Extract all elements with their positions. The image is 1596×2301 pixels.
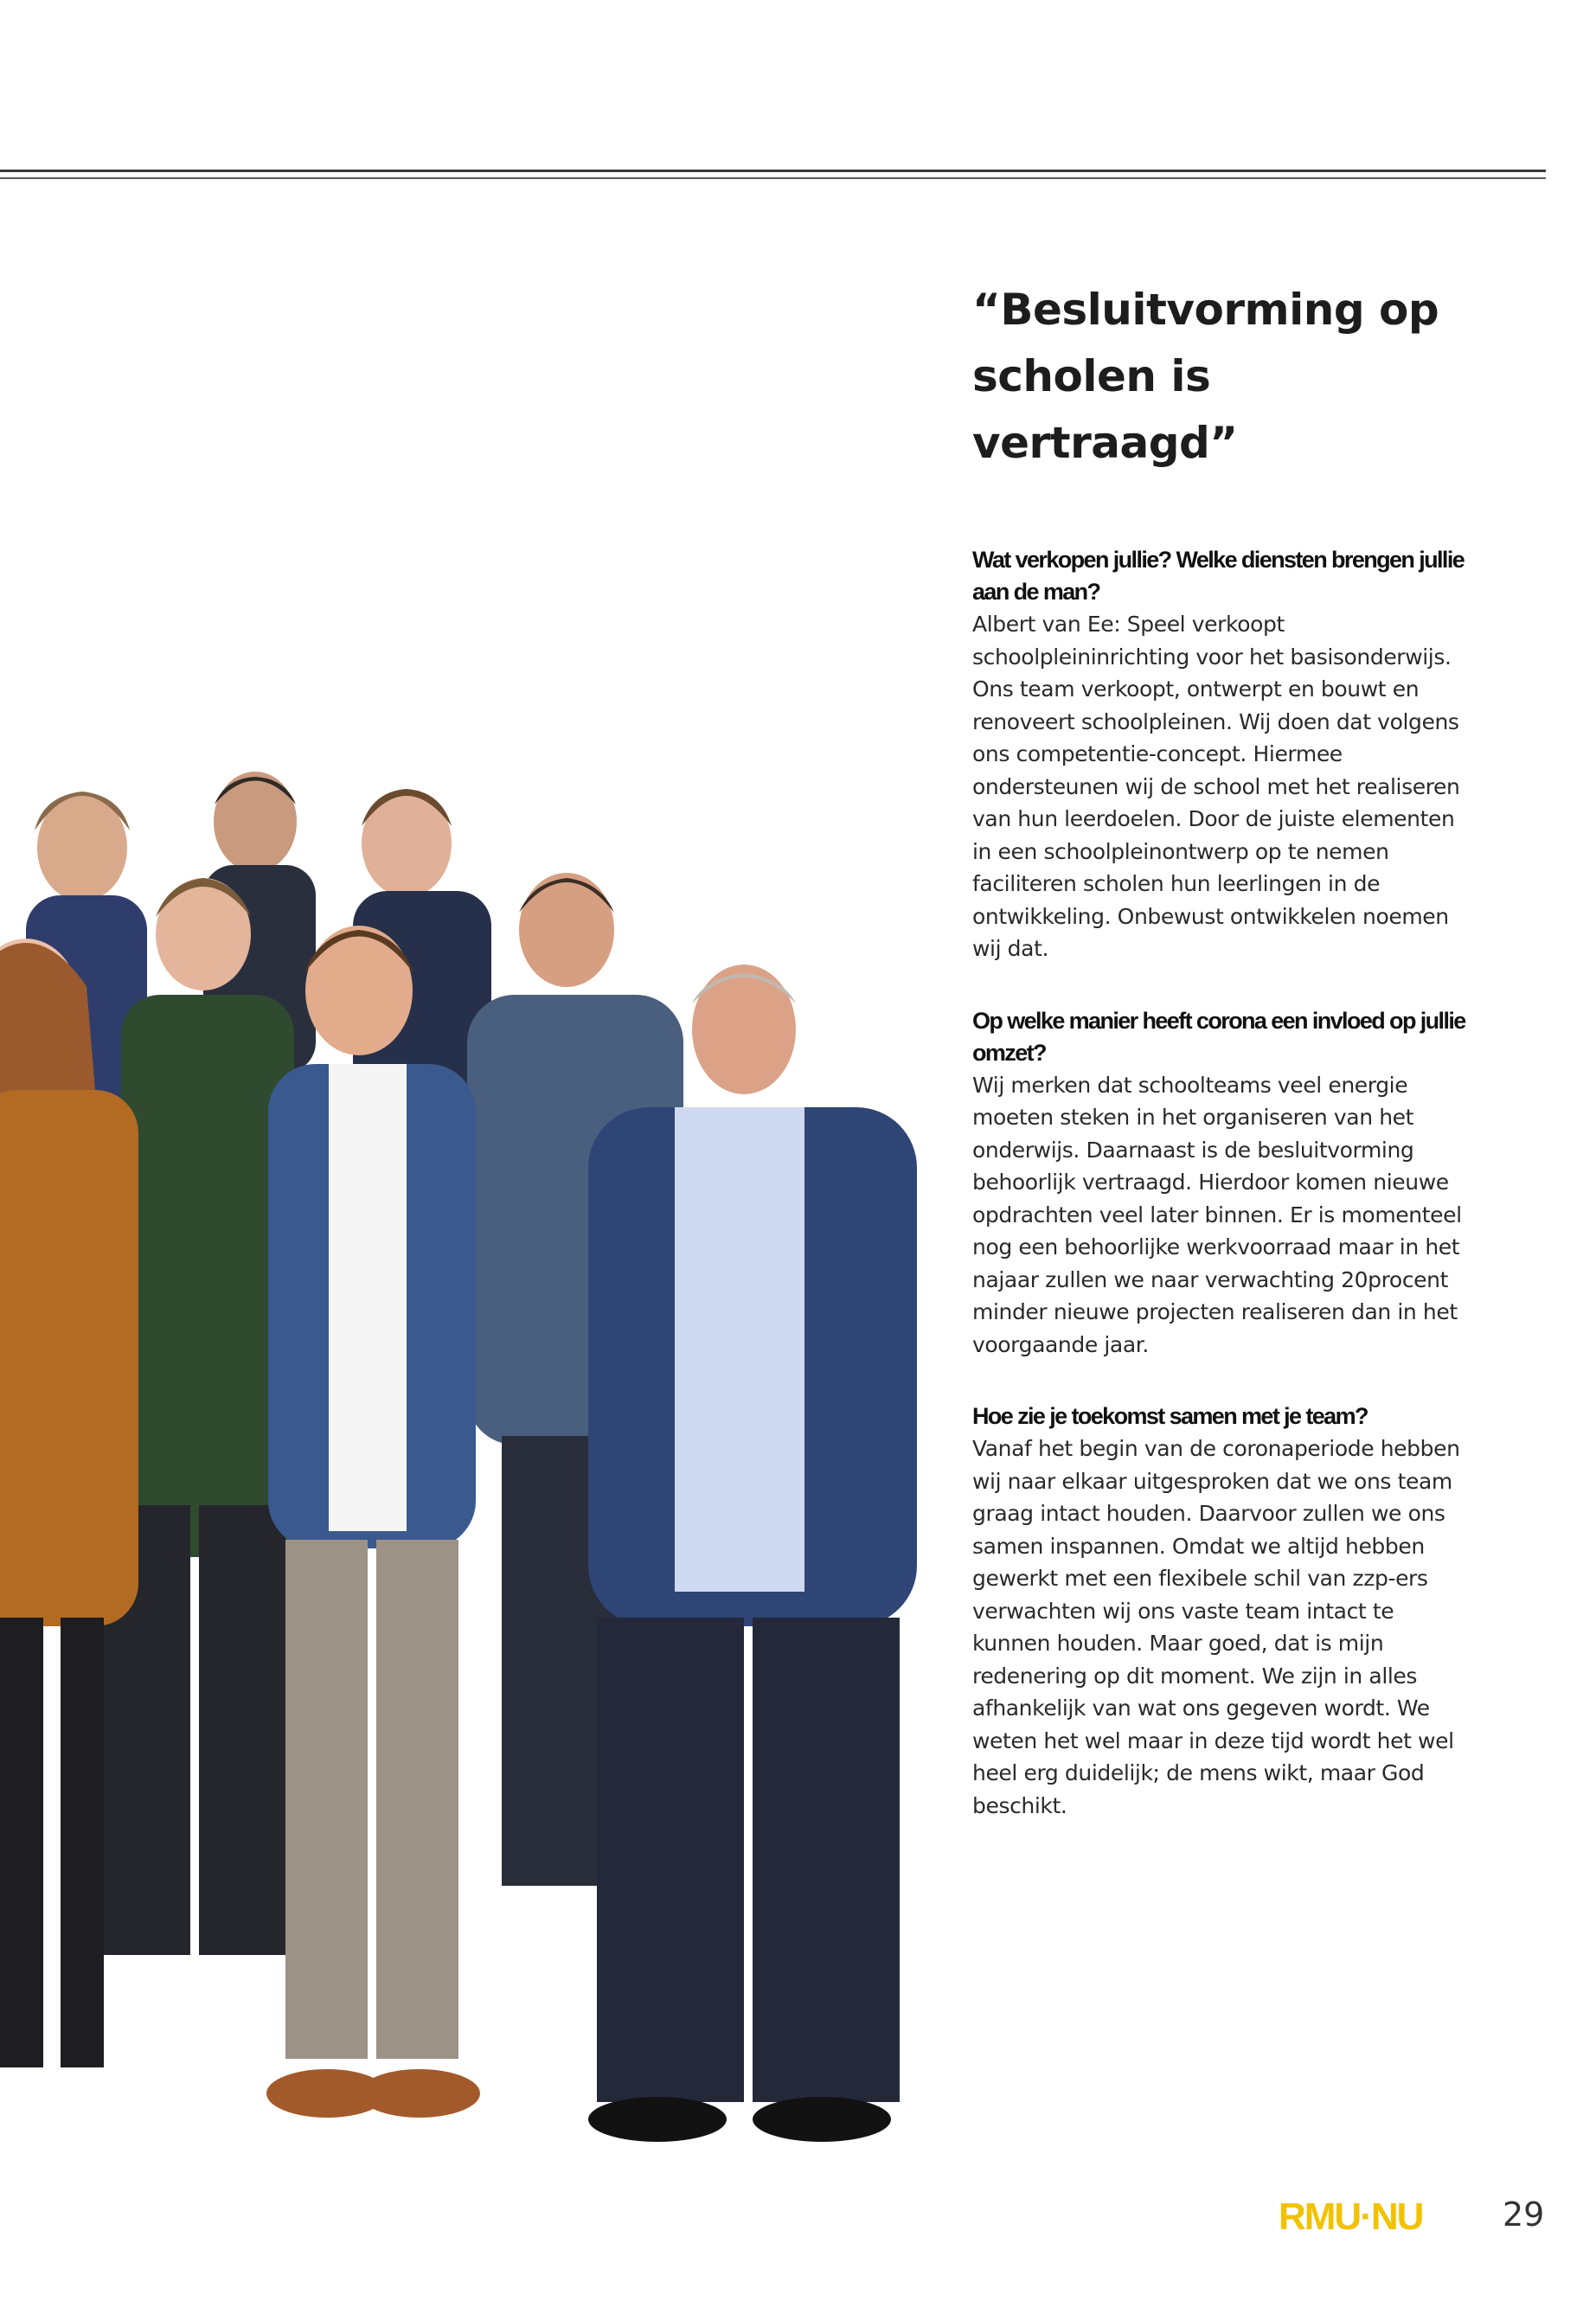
rmu-nu-logo: RMU·NU: [1279, 2195, 1423, 2238]
top-rule: [0, 170, 1546, 172]
answer: Wij merken dat schoolteams veel energie moeten steken in het organiseren van het onderwijs. Daarnaast is de besluitvorming behoorlijk vertraagd. Hierdoor komen nieuwe opdrachten veel later binnen. Er is momenteel nog een behoorlijke werkvoorraad maar in het najaar zullen we naar verwachting 20procent minder nieuwe projecten realiseren dan in het voorgaande jaar.: [972, 1072, 1462, 1357]
headline-line-2: scholen is vertraagd”: [972, 351, 1238, 468]
question: Wat verkopen jullie? Welke diensten brengen jullie aan de man?: [972, 547, 1465, 605]
qa-block-3: [972, 1400, 1474, 1822]
top-rule-secondary: [0, 177, 1546, 179]
question: Op welke manier heeft corona een invloed op jullie omzet?: [972, 1007, 1465, 1066]
page-number: 29: [1503, 2195, 1545, 2234]
answer: Vanaf het begin van de coronaperiode hebben wij naar elkaar uitgesproken dat we ons team graag intact houden. Daarvoor zullen we ons samen inspannen. Omdat we altijd hebben gewerkt met een flexibele schil van zzp-ers verwachten wij ons vaste team intact te kunnen houden. Maar goed, dat is mijn redenering op dit moment. We zijn in alles afhankelijk van wat ons gegeven wordt. We weten het wel maar in deze tijd wordt het wel heel erg duidelijk; de mens wikt, maar God beschikt.: [972, 1436, 1460, 1818]
headline-line-1: “Besluitvorming op: [972, 285, 1439, 335]
qa-block-1: [972, 544, 1474, 965]
article: [972, 277, 1474, 1862]
headline: [972, 277, 1474, 477]
question: Hoe zie je toekomst samen met je team?: [972, 1403, 1368, 1429]
answer: Albert van Ee: Speel verkoopt schoolpleininrichting voor het basisonderwijs. Ons team verkoopt, ontwerpt en bouwt en renoveert schoolpleinen. Wij doen dat volgens ons competentie-concept. Hiermee ondersteunen wij de school met het realiseren van hun leerdoelen. Door de juiste elementen in een schoolpleinontwerp op te nemen faciliteren scholen hun leerlingen in de ontwikkeling. Onbewust ontwikkelen noemen wij dat.: [972, 612, 1460, 961]
team-photo: [0, 744, 952, 2163]
qa-block-2: [972, 1005, 1474, 1362]
